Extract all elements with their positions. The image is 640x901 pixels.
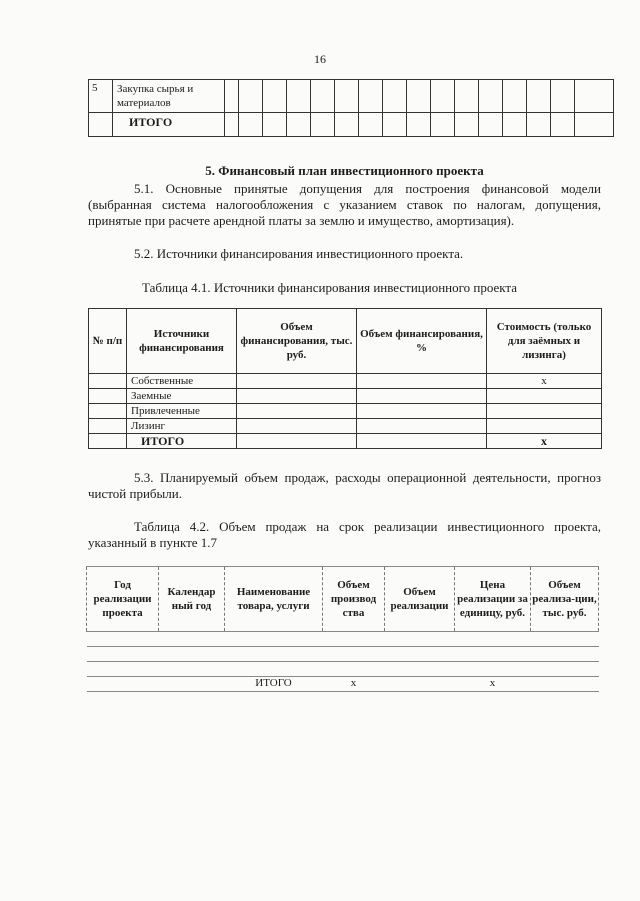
header-sales-rub: Объем реализа-ции, тыс. руб.: [531, 567, 599, 632]
page-number: 16: [314, 52, 326, 66]
cost-cell: х: [487, 374, 602, 389]
header-source: Источники финансирования: [127, 309, 237, 374]
table-total-row: [87, 677, 599, 692]
table-row: [87, 632, 599, 647]
header-volume-pct: Объем финансирования, %: [357, 309, 487, 374]
table-total-row: [89, 113, 614, 137]
table-total-row: [89, 434, 602, 449]
financing-sources-table: [88, 308, 602, 449]
total-price: х: [455, 677, 531, 692]
source-label: Собственные: [127, 374, 237, 389]
header-year: Год реализации проекта: [87, 567, 159, 632]
header-unit-price: Цена реализации за единицу, руб.: [455, 567, 531, 632]
table-4-1-caption: Таблица 4.1. Источники финансирования инвестиционного проекта: [142, 280, 518, 295]
total-label: ИТОГО: [225, 677, 323, 692]
table-4-2-caption: Таблица 4.2. Объем продаж на срок реализации инвестиционного проекта, указанный в пункте 1.7: [88, 519, 601, 550]
header-num: № п/п: [89, 309, 127, 374]
table-row: [87, 647, 599, 662]
paragraph-5-3: 5.3. Планируемый объем продаж, расходы операционной деятельности, прогноз чистой прибыли.: [88, 470, 601, 501]
section-heading: 5. Финансовый план инвестиционного проекта: [205, 163, 484, 178]
header-sales-volume: Объем реализации: [385, 567, 455, 632]
paragraph-5-1: 5.1. Основные принятые допущения для построения финансовой модели (выбранная система налогообложения с указанием ставок по налогам, допущения, принятые при расчете арендной платы за землю и имущество, амортизация).: [88, 181, 601, 228]
header-calendar-year: Календар ный год: [159, 567, 225, 632]
table-row: [87, 662, 599, 677]
row-number: 5: [89, 80, 113, 113]
table-row: [89, 419, 602, 434]
header-production: Объем производ ства: [323, 567, 385, 632]
source-label: Привлеченные: [127, 404, 237, 419]
purchases-table-fragment: [88, 79, 614, 137]
table-header-row: [87, 567, 599, 632]
total-label: ИТОГО: [127, 434, 237, 449]
table-row: [89, 374, 602, 389]
table-row: [89, 80, 614, 113]
header-cost: Стоимость (только для заёмных и лизинга): [487, 309, 602, 374]
cost-cell: [487, 404, 602, 419]
header-product-name: Наименование товара, услуги: [225, 567, 323, 632]
source-label: Заемные: [127, 389, 237, 404]
sales-volume-table: [86, 566, 599, 692]
row-label: Закупка сырья и материалов: [113, 80, 225, 113]
header-volume-rub: Объем финансирования, тыс. руб.: [237, 309, 357, 374]
table-row: [89, 404, 602, 419]
total-cost: х: [487, 434, 602, 449]
table-row: [89, 389, 602, 404]
total-label: ИТОГО: [113, 113, 225, 137]
cost-cell: [487, 419, 602, 434]
cost-cell: [487, 389, 602, 404]
source-label: Лизинг: [127, 419, 237, 434]
total-production: х: [323, 677, 385, 692]
paragraph-5-2: 5.2. Источники финансирования инвестиционного проекта.: [134, 246, 464, 261]
table-header-row: [89, 309, 602, 374]
